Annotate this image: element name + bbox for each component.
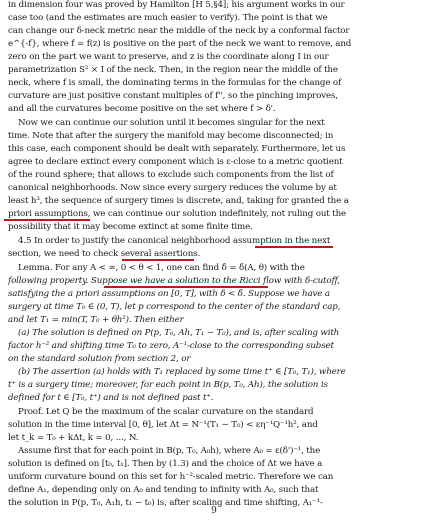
- text-line-22: following property. Suppose we have a solution to the Ricci flow with δ-cutoff,: [8, 276, 340, 286]
- text-line-36: solution is defined on [t₀, t₁]. Then by (1.3) and the choice of Δt we have a: [8, 459, 323, 469]
- text-line-5: zero on the part we want to preserve, and z is the coordinate along I in our: [8, 52, 329, 62]
- text-line-6: parametrization S² × I of the neck. Then, in the region near the middle of the: [8, 65, 338, 75]
- text-line-23: satisfying the a priori assumptions on [0, T], with δ < δ̄. Suppose we have a: [8, 289, 330, 299]
- red-underline-assumption: [255, 246, 333, 248]
- red-underline-assertions: [122, 259, 194, 261]
- text-line-24: surgery at time T₀ ∈ (0, T), let p correspond to the center of the standard cap,: [8, 302, 341, 312]
- text-line-9: and all the curvatures become positive on the set where f > δ'.: [8, 104, 276, 114]
- text-line-34: let t_k = T₀ + kΔt, k = 0, ..., N.: [8, 433, 139, 443]
- red-underline-suppose: [104, 286, 268, 288]
- text-line-12: this case, each component should be dealt with separately. Furthermore, let us: [8, 144, 346, 154]
- text-line-35: Assume first that for each point in B(p, T₀, A₀h), where A₀ = ε(δ')⁻¹, the: [18, 446, 321, 456]
- text-line-15: canonical neighborhoods. Now since every surgery reduces the volume by at: [8, 183, 337, 193]
- text-line-3: can change our δ-neck metric near the middle of the neck by a conformal factor: [8, 26, 350, 36]
- text-line-28: on the standard solution from section 2, or: [8, 354, 191, 364]
- text-line-2: case too (and the estimates are much easier to verify). The point is that we: [8, 13, 328, 23]
- text-line-18: possibility that it may become extinct at some finite time.: [8, 222, 253, 232]
- text-line-17: priori assumptions, we can continue our solution indefinitely, not ruling out the: [8, 209, 347, 219]
- text-line-14: of the round sphere; that allows to exclude such components from the list of: [8, 170, 334, 180]
- text-line-26: (a) The solution is defined on P(p, T₀, Ah, T₁ − T₀), and is, after scaling with: [18, 328, 340, 338]
- text-line-25: and let T₁ = min(T, T₀ + θh²). Then either: [8, 315, 184, 325]
- text-line-11: time. Note that after the surgery the manifold may become disconnected; in: [8, 131, 334, 141]
- text-line-1: in dimension four was proved by Hamilton [H 5,§4]; his argument works in our: [8, 0, 345, 10]
- text-line-38: define A₁, depending only on A₀ and tending to infinity with A₀, such that: [8, 485, 319, 495]
- page-number: 9: [211, 506, 217, 516]
- text-line-4: e^{-f}, where f = f(z) is positive on the part of the neck we want to remove, and: [8, 39, 352, 49]
- text-line-29: (b) The assertion (a) holds with T₁ replaced by some time t⁺ ∈ [T₀, T₁), where: [18, 367, 346, 377]
- text-line-7: neck, where f is small, the dominating terms in the formulas for the change of: [8, 78, 342, 88]
- text-line-39: the solution in P(p, T₀, A₁h, t₁ − t₀) is, after scaling and time shifting, A₁⁻¹-: [8, 498, 323, 508]
- text-line-16: least h³, the sequence of surgery times is discrete, and, taking for granted the a: [8, 196, 349, 206]
- red-underline-priori: [4, 219, 90, 221]
- text-line-32: Proof. Let Q be the maximum of the scalar curvature on the standard: [18, 407, 314, 417]
- text-line-30: t⁺ is a surgery time; moreover, for each point in B(p, T₀, Ah), the solution is: [8, 380, 328, 390]
- text-line-13: agree to declare extinct every component which is ε-close to a metric quotient: [8, 157, 343, 167]
- text-line-8: curvature are just positive constant multiples of f'', so the pinching improves,: [8, 91, 338, 101]
- text-line-37: uniform curvature bound on this set for h⁻²-scaled metric. Therefore we can: [8, 472, 334, 482]
- text-line-20: section, we need to check several assertions.: [8, 249, 201, 259]
- text-line-10: Now we can continue our solution until it becomes singular for the next: [18, 118, 325, 128]
- text-line-27: factor h⁻² and shifting time T₀ to zero, A⁻¹-close to the corresponding subset: [8, 341, 334, 351]
- text-line-19: 4.5 In order to justify the canonical neighborhood assumption in the next: [18, 236, 331, 246]
- text-line-31: defined for t ∈ [T₀, t⁺) and is not defined past t⁺.: [8, 393, 214, 403]
- text-line-33: solution in the time interval [0, θ], let Δt = N⁻¹(T₁ − T₀) < εη⁻¹Q⁻¹h², and: [8, 420, 318, 430]
- text-line-21: Lemma. For any A < ∞, 0 < θ < 1, one can find δ̄ = δ̄(A, θ) with the: [18, 263, 305, 273]
